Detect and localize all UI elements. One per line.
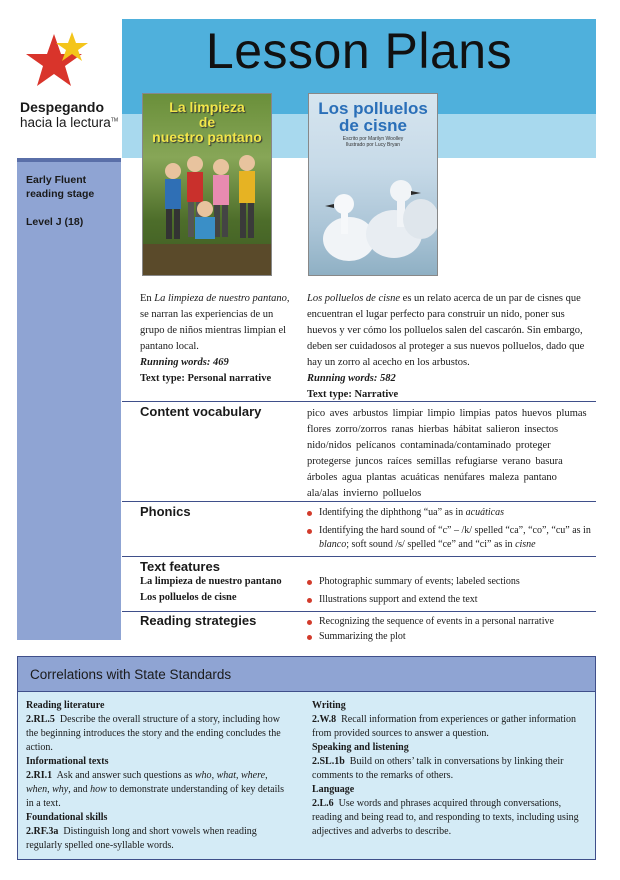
correlations-title: Correlations with State Standards (30, 667, 232, 682)
page-title: Lesson Plans (205, 23, 513, 79)
book-1-text-type: Text type: Personal narrative (140, 373, 272, 384)
phonics-list (307, 506, 592, 556)
text-features-item-1: Photographic summary of events; labeled sections (307, 575, 592, 589)
divider-reading-strategies (122, 611, 596, 612)
vocabulary-list: pico aves arbustos limpiar limpio limpias patos huevos plumas flores zorro/zorros ranas hierbas hábitat salieron insectos nido/nidos pelícanos contaminada/contaminado proteger protegerse juncos raíces semillas refugiarse verano basura árboles agua plantas acuáticas nenúfares maleza pantano ala/alas invierno polluelos (307, 408, 587, 499)
book-2-summary: Los polluelos de cisne es un relato acerca de un par de cisnes que encuentran el lugar perfecto para construir un nido, poner sus huevos y ver cómo los polluelos salen del cascarón. Sin embargo, deben ser cuidadosos al proteger a sus nuevos polluelos, dado que hay un zorro al acecho en los arbustos. (307, 293, 585, 368)
phonics-item-2: Identifying the hard sound of “c” – /k/ spelled “ca”, “co”, “cu” as in blanco; soft sound /s/ spelled “ce” and “ci” as in cisne (307, 524, 592, 552)
sidebar (17, 158, 121, 640)
bullet-icon (307, 580, 312, 585)
reading-level: Level J (18) (26, 216, 84, 228)
book-1-summary: En La limpieza de nuestro pantano, se narran las experiencias de un grupo de niños mientras limpian el pantano local. (140, 293, 290, 352)
divider-text-features (122, 556, 596, 557)
bullet-icon (307, 529, 312, 534)
reading-strategy-item: Recognizing the sequence of events in a personal narrative (307, 615, 592, 629)
text-features-list (307, 575, 592, 611)
text-features-book-2: Los polluelos de cisne (140, 592, 237, 603)
book-cover-1 (142, 93, 272, 276)
cover-1-children-illustration (143, 149, 271, 275)
divider-vocabulary (122, 401, 596, 402)
text-features-item-2: Illustrations support and extend the text (307, 593, 592, 607)
logo-star-icon (20, 28, 100, 96)
cover-2-credit: Escrito por Marilyn Woolley Ilustrado por Lucy Bryan (342, 136, 404, 148)
cover-2-title: Los polluelos de cisne (318, 99, 428, 135)
book-2-running-words: Running words: 582 (307, 373, 396, 384)
correlations-header (17, 656, 596, 692)
bullet-icon (307, 598, 312, 603)
reading-stage: Early Fluent reading stage (26, 174, 95, 200)
vocabulary-heading: Content vocabulary (140, 404, 262, 419)
standards-right-column: Writing 2.W.8 Recall information from experiences or gather information from provided sources to answer a question. Speaking and listening 2.SL.1b Build on others’ talk in conversations by linking their comments to the remarks of others. Language 2.L.6 Use words and phrases acquired through conversations, reading and being read to, and responding to texts, including using adjectives and adverbs to describe. (312, 700, 579, 837)
book-cover-2 (308, 93, 438, 276)
sidebar-top-rule (17, 158, 121, 162)
bullet-icon (307, 620, 312, 625)
reading-strategies-list (307, 615, 592, 648)
phonics-item-1: Identifying the diphthong “ua” as in acuáticas (307, 506, 592, 520)
text-features-heading: Text features (140, 559, 220, 574)
book-1-running-words: Running words: 469 (140, 357, 229, 368)
divider-phonics (122, 501, 596, 502)
text-features-book-1: La limpieza de nuestro pantano (140, 576, 282, 587)
reading-strategy-item: Summarizing the plot (307, 630, 592, 644)
cover-2-cygnets-illustration (309, 149, 437, 275)
cover-1-title: La limpieza de nuestro pantano (152, 99, 262, 145)
logo-name: Despegando (20, 99, 105, 115)
bullet-icon (307, 635, 312, 640)
logo-tagline: hacia la lectura™ (20, 115, 119, 130)
book-2-text-type: Text type: Narrative (307, 389, 399, 400)
reading-strategies-heading: Reading strategies (140, 613, 257, 628)
bullet-icon (307, 511, 312, 516)
standards-left-column: Reading literature 2.RL.5 Describe the overall structure of a story, including how the beginning introduces the story and the ending concludes the action. Informational texts 2.RI.1 Ask and answer such questions as who, what, where, when, why, and how to demonstrate understanding of key details in a text. Foundational skills 2.RF.3a Distinguish long and short vowels when reading regularly spelled one-syllable words. (26, 700, 285, 851)
phonics-heading: Phonics (140, 504, 191, 519)
